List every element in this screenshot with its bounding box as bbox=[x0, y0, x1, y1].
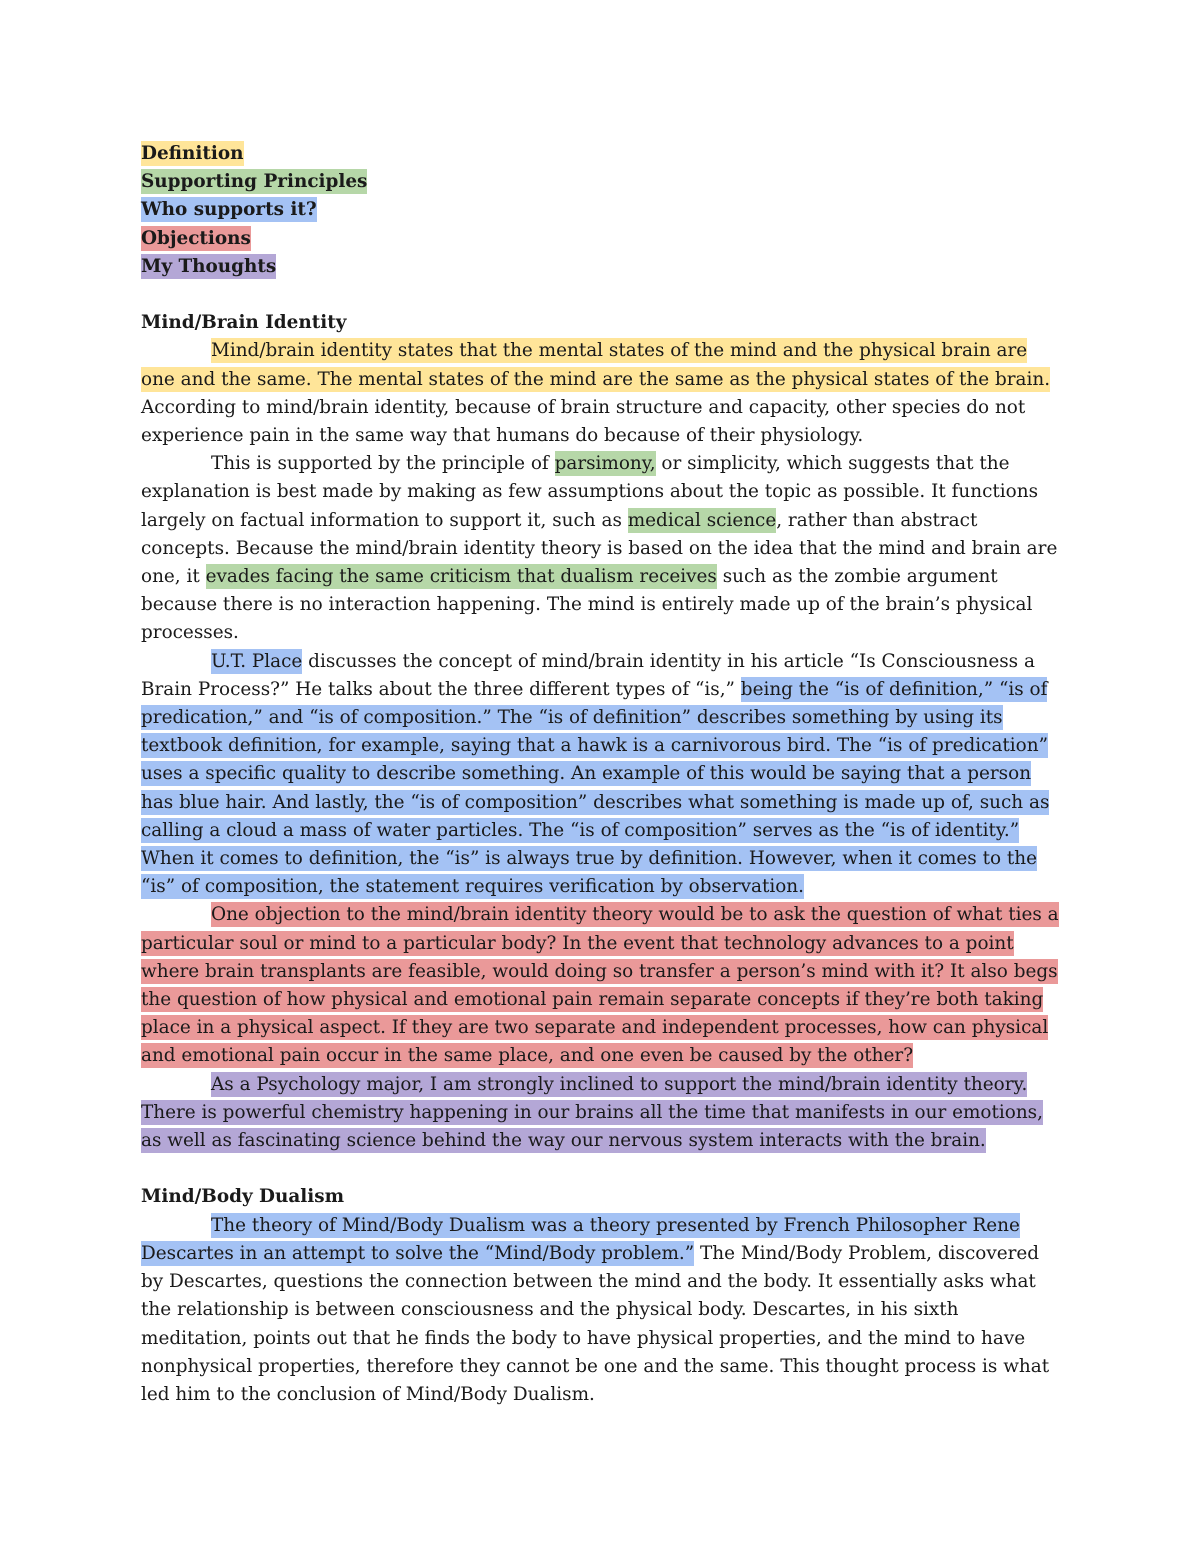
paragraph-text: such as the zombie argument because there is no interaction happening. The mind is entirely made up of the brain’s physical processes. bbox=[141, 566, 1033, 644]
supporting-highlight: parsimony, bbox=[554, 453, 656, 475]
paragraph-text: discusses the concept of mind/brain identity in his article “Is Consciousness a Brain Process?” He talks about the three different types of “is,” bbox=[141, 650, 1035, 700]
legend-objections: Objections bbox=[141, 227, 251, 249]
paragraph-text: The Mind/Body Problem, discovered by Descartes, questions the connection between the mind and the body. It essentially asks what the relationship is between consciousness and the physical body. Descartes, in his sixth meditation, points out that he finds the body to have physical properties, and the mind to have nonphysical properties, therefore they cannot be one and the same. This thought process is what led him to the conclusion of Mind/Body Dualism. bbox=[141, 1242, 1050, 1405]
paragraph-text: This is supported by the principle of bbox=[211, 453, 555, 475]
thoughts-highlight: As a Psychology major, I am strongly inclined to support the mind/brain identity theory. There is powerful chemistry happening in our brains all the time that manifests in our emotions, as well as fascinating science behind the way our nervous system interacts with the brain. bbox=[141, 1073, 1043, 1152]
legend-definition: Definition bbox=[141, 143, 244, 164]
supporter-highlight: The theory of Mind/Body Dualism was a theory presented by French Philosopher Rene Descartes in an attempt to solve the “Mind/Body problem.” bbox=[141, 1214, 1020, 1264]
supporting-highlight: medical science bbox=[627, 509, 777, 531]
legend-my-thoughts: My Thoughts bbox=[141, 255, 277, 277]
document-body bbox=[141, 140, 1060, 1409]
paragraph-my-thoughts bbox=[141, 1071, 1060, 1156]
section-heading-mind-brain-identity: Mind/Brain Identity bbox=[141, 312, 347, 334]
supporter-highlight: U.T. Place bbox=[211, 650, 303, 672]
section-heading-mind-body-dualism: Mind/Body Dualism bbox=[141, 1186, 345, 1208]
objection-highlight: One objection to the mind/brain identity theory would be to ask the question of what ties a particular soul or mind to a particular body? In the event that technology advances to a point where brain transplants are feasible, would doing so transfer a person’s mind with it? It also begs the question of how physical and emotional pain remain separate concepts if they’re both taking place in a physical aspect. If they are two separate and independent processes, how can physical and emotional pain occur in the same place, and one even be caused by the other? bbox=[141, 904, 1059, 1067]
paragraph-who-supports bbox=[141, 648, 1060, 902]
color-legend bbox=[141, 140, 1060, 281]
paragraph-text: or simplicity, which suggests that the explanation is best made by making as few assumptions about the topic as possible. It functions largely on factual information to support it, such as bbox=[141, 453, 1039, 531]
paragraph-definition bbox=[141, 337, 1060, 450]
paragraph-supporting-principles bbox=[141, 450, 1060, 647]
paragraph-text: , rather than abstract concepts. Because the mind/brain identity theory is based on the idea that the mind and brain are one, it bbox=[141, 509, 1058, 588]
paragraph-text: According to mind/brain identity, because of brain structure and capacity, other species do not experience pain in the same way that humans do because of their physiology. bbox=[141, 396, 1026, 447]
paragraph-dualism-intro bbox=[141, 1212, 1060, 1409]
legend-supporting-principles: Supporting Principles bbox=[141, 171, 368, 193]
paragraph-objections bbox=[141, 901, 1060, 1070]
supporter-highlight: being the “is of definition,” “is of predication,” and “is of composition.” The “is of definition” describes something by using its textbook definition, for example, saying that a hawk is a carnivorous bird. The “is of predication” uses a specific quality to describe something. An example of this would be saying that a person has blue hair. And lastly, the “is of composition” describes what something is made up of, such as calling a cloud a mass of water particles. The “is of composition” serves as the “is of identity.” When it comes to definition, the “is” is always true by definition. However, when it comes to the “is” of composition, the statement requires verification by observation. bbox=[141, 678, 1050, 898]
legend-who-supports: Who supports it? bbox=[141, 199, 317, 221]
definition-highlight: Mind/brain identity states that the mental states of the mind and the physical brain are one and the same. The mental states of the mind are the same as the physical states of the brain. bbox=[141, 340, 1051, 390]
supporting-highlight: evades facing the same criticism that dualism receives bbox=[205, 566, 717, 588]
